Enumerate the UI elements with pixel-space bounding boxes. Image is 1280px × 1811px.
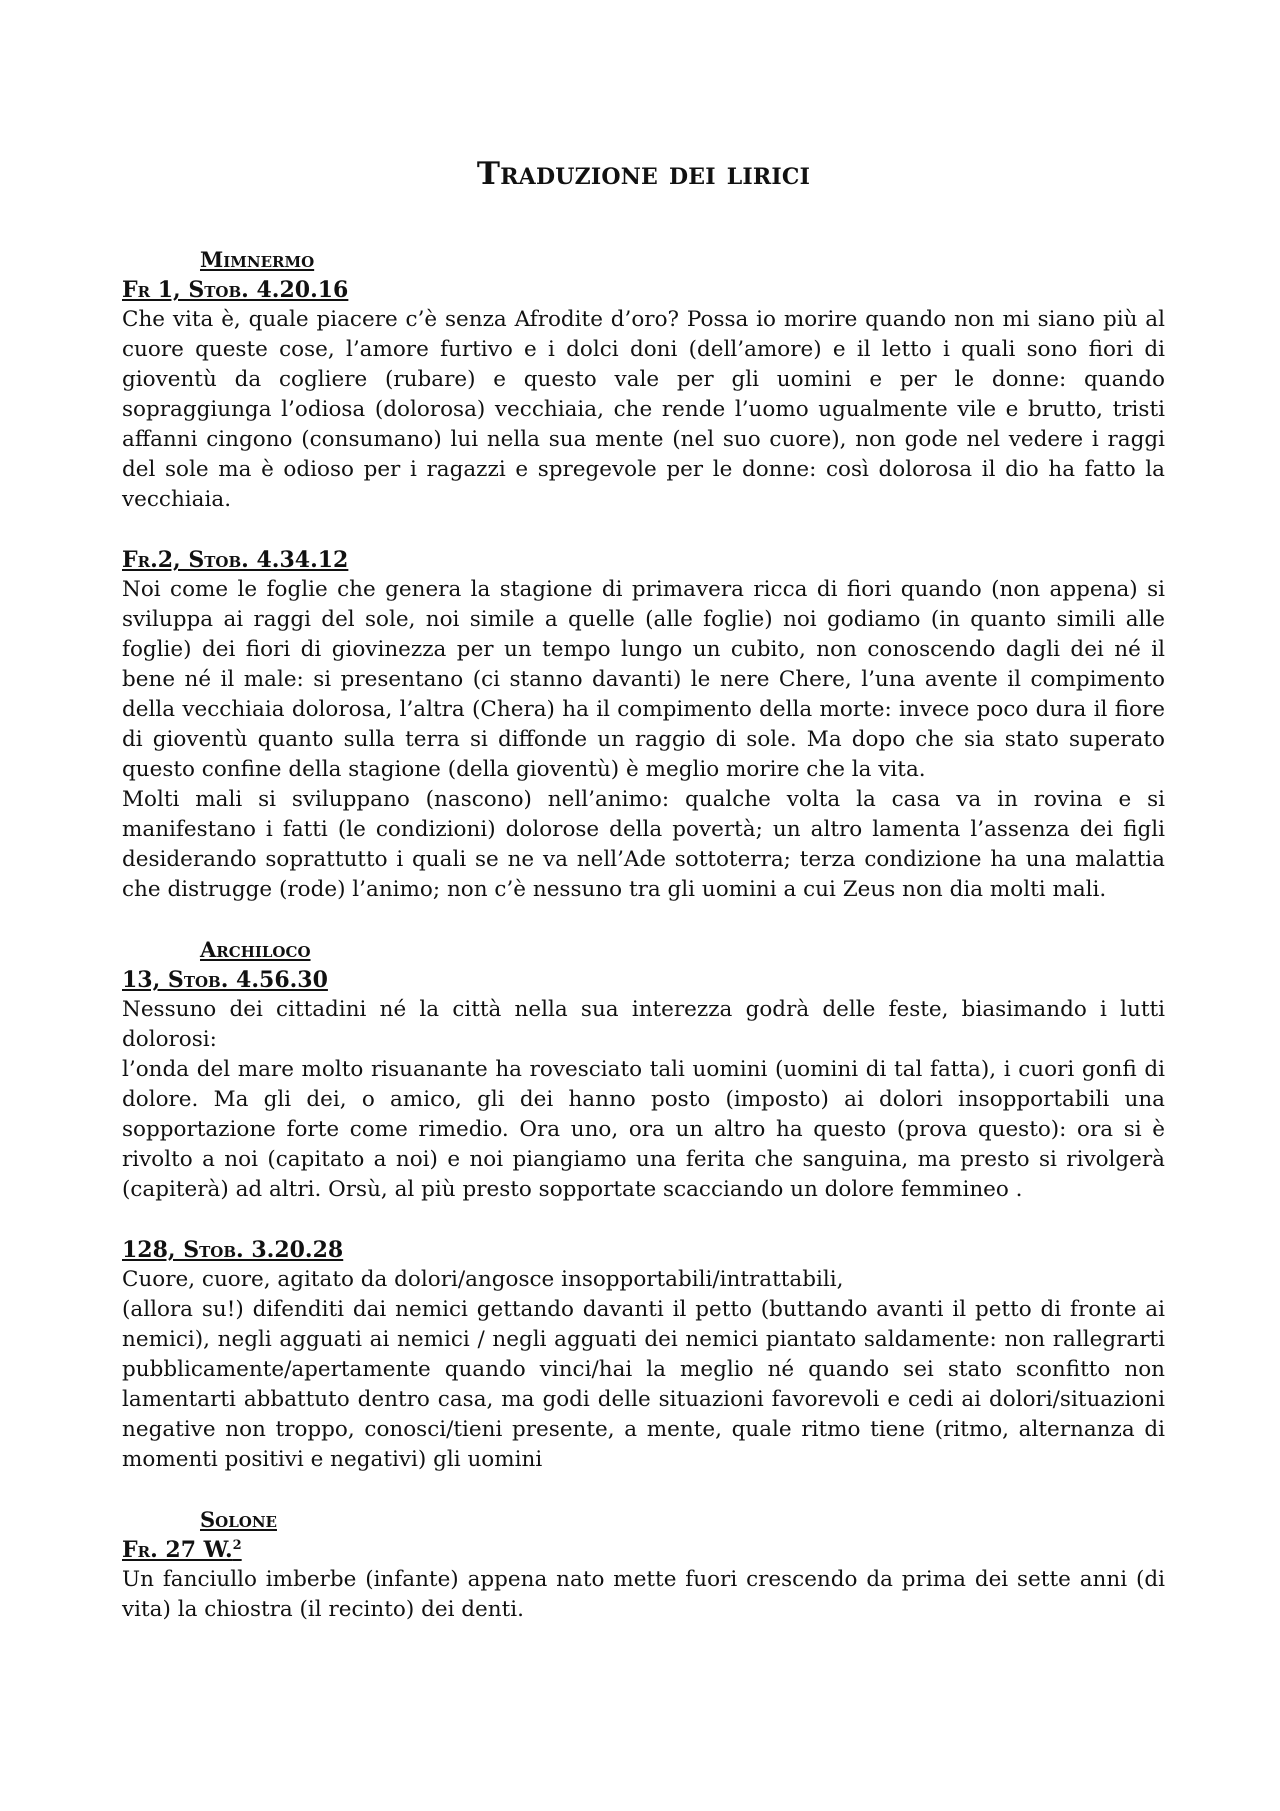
fragment-reference-text: 128, Stob. 3.20.28: [122, 1237, 344, 1264]
fragment-reference-text: Fr 1, Stob. 4.20.16: [122, 277, 349, 304]
fragment-reference-text: 13, Stob. 4.56.30: [122, 967, 328, 994]
fragment: [122, 275, 1165, 515]
fragment-paragraph: (allora su!) difenditi dai nemici gettando davanti il petto (buttando avanti il petto di fronte ai nemici), negli agguati ai nemici / negli agguati dei nemici piantato saldamente: non rallegrarti pubblicamente/apertamente quando vinci/hai la meglio né quando sei stato sconfitto non lamentarti abbattuto dentro casa, ma godi delle situazioni favorevoli e cedi ai dolori/situazioni negative non troppo, conosci/tieni presente, a mente, quale ritmo tiene (ritmo, alternanza di momenti positivi e negativi) gli uomini: [122, 1297, 1165, 1473]
fragment: [122, 1535, 1165, 1625]
fragment-paragraph: l’onda del mare molto risuanante ha rovesciato tali uomini (uomini di tal fatta), i cuori gonfi di dolore. Ma gli dei, o amico, gli dei hanno posto (imposto) ai dolori insopportabili una sopportazione forte come rimedio. Ora uno, ora un altro ha questo (prova questo): ora si è rivolto a noi (capitato a noi) e noi piangiamo una ferita che sanguina, ma presto si rivolgerà (capiterà) ad altri. Orsù, al più presto sopportate scacciando un dolore femmineo .: [122, 1057, 1165, 1203]
fragment-reference-text: Fr. 27 W.: [122, 1537, 233, 1564]
fragment: [122, 965, 1165, 1205]
fragment-reference-text: Fr.2, Stob. 4.34.12: [122, 547, 349, 574]
fragment-reference: [122, 1235, 1165, 1265]
fragment-reference: [122, 965, 1165, 995]
fragment-reference-superscript: 2: [232, 1538, 242, 1554]
fragment-reference: [122, 1535, 1165, 1565]
fragment-paragraph: Che vita è, quale piacere c’è senza Afrodite d’oro? Possa io morire quando non mi siano più al cuore queste cose, l’amore furtivo e i dolci doni (dell’amore) e il letto i quali sono fiori di gioventù da cogliere (rubare) e questo vale per gli uomini e per le donne: quando sopraggiunga l’odiosa (dolorosa) vecchiaia, che rende l’uomo ugualmente vile e brutto, tristi affanni cingono (consumano) lui nella sua mente (nel suo cuore), non gode nel vedere i raggi del sole ma è odioso per i ragazzi e spregevole per le donne: così dolorosa il dio ha fatto la vecchiaia.: [122, 307, 1165, 513]
author-heading: Mimnermo: [200, 247, 315, 273]
fragment: [122, 545, 1165, 905]
fragment-paragraph: Noi come le foglie che genera la stagione di primavera ricca di fiori quando (non appena) si sviluppa ai raggi del sole, noi simile a quelle (alle foglie) noi godiamo (in quanto simili alle foglie) dei fiori di giovinezza per un tempo lungo un cubito, non conoscendo dagli dei né il bene né il male: si presentano (ci stanno davanti) le nere Chere, l’una avente il compimento della vecchiaia dolorosa, l’altra (Chera) ha il compimento della morte: invece poco dura il fiore di gioventù quanto sulla terra si diffonde un raggio di sole. Ma dopo che sia stato superato questo confine della stagione (della gioventù) è meglio morire che la vita.: [122, 577, 1165, 783]
fragment-paragraph: Un fanciullo imberbe (infante) appena nato mette fuori crescendo da prima dei sette anni (di vita) la chiostra (il recinto) dei denti.: [122, 1567, 1165, 1623]
fragment-reference: [122, 545, 1165, 575]
document-title: Traduzione dei lirici: [476, 156, 811, 192]
fragment-paragraph: Cuore, cuore, agitato da dolori/angosce insopportabili/intrattabili,: [122, 1267, 844, 1293]
section-mimnermo: [122, 245, 1165, 905]
fragment-reference: [122, 275, 1165, 305]
fragment: [122, 1235, 1165, 1475]
fragment-paragraph: Molti mali si sviluppano (nascono) nell’animo: qualche volta la casa va in rovina e si manifestano i fatti (le condizioni) dolorose della povertà; un altro lamenta l’assenza dei figli desiderando soprattutto i quali se ne va nell’Ade sottoterra; terza condizione ha una malattia che distrugge (rode) l’animo; non c’è nessuno tra gli uomini a cui Zeus non dia molti mali.: [122, 787, 1165, 903]
author-heading: Solone: [200, 1507, 277, 1533]
section-archiloco: [122, 935, 1165, 1475]
fragment-paragraph: Nessuno dei cittadini né la città nella sua interezza godrà delle feste, biasimando i lutti dolorosi:: [122, 997, 1165, 1053]
section-solone: [122, 1505, 1165, 1625]
author-heading: Archiloco: [200, 937, 311, 963]
